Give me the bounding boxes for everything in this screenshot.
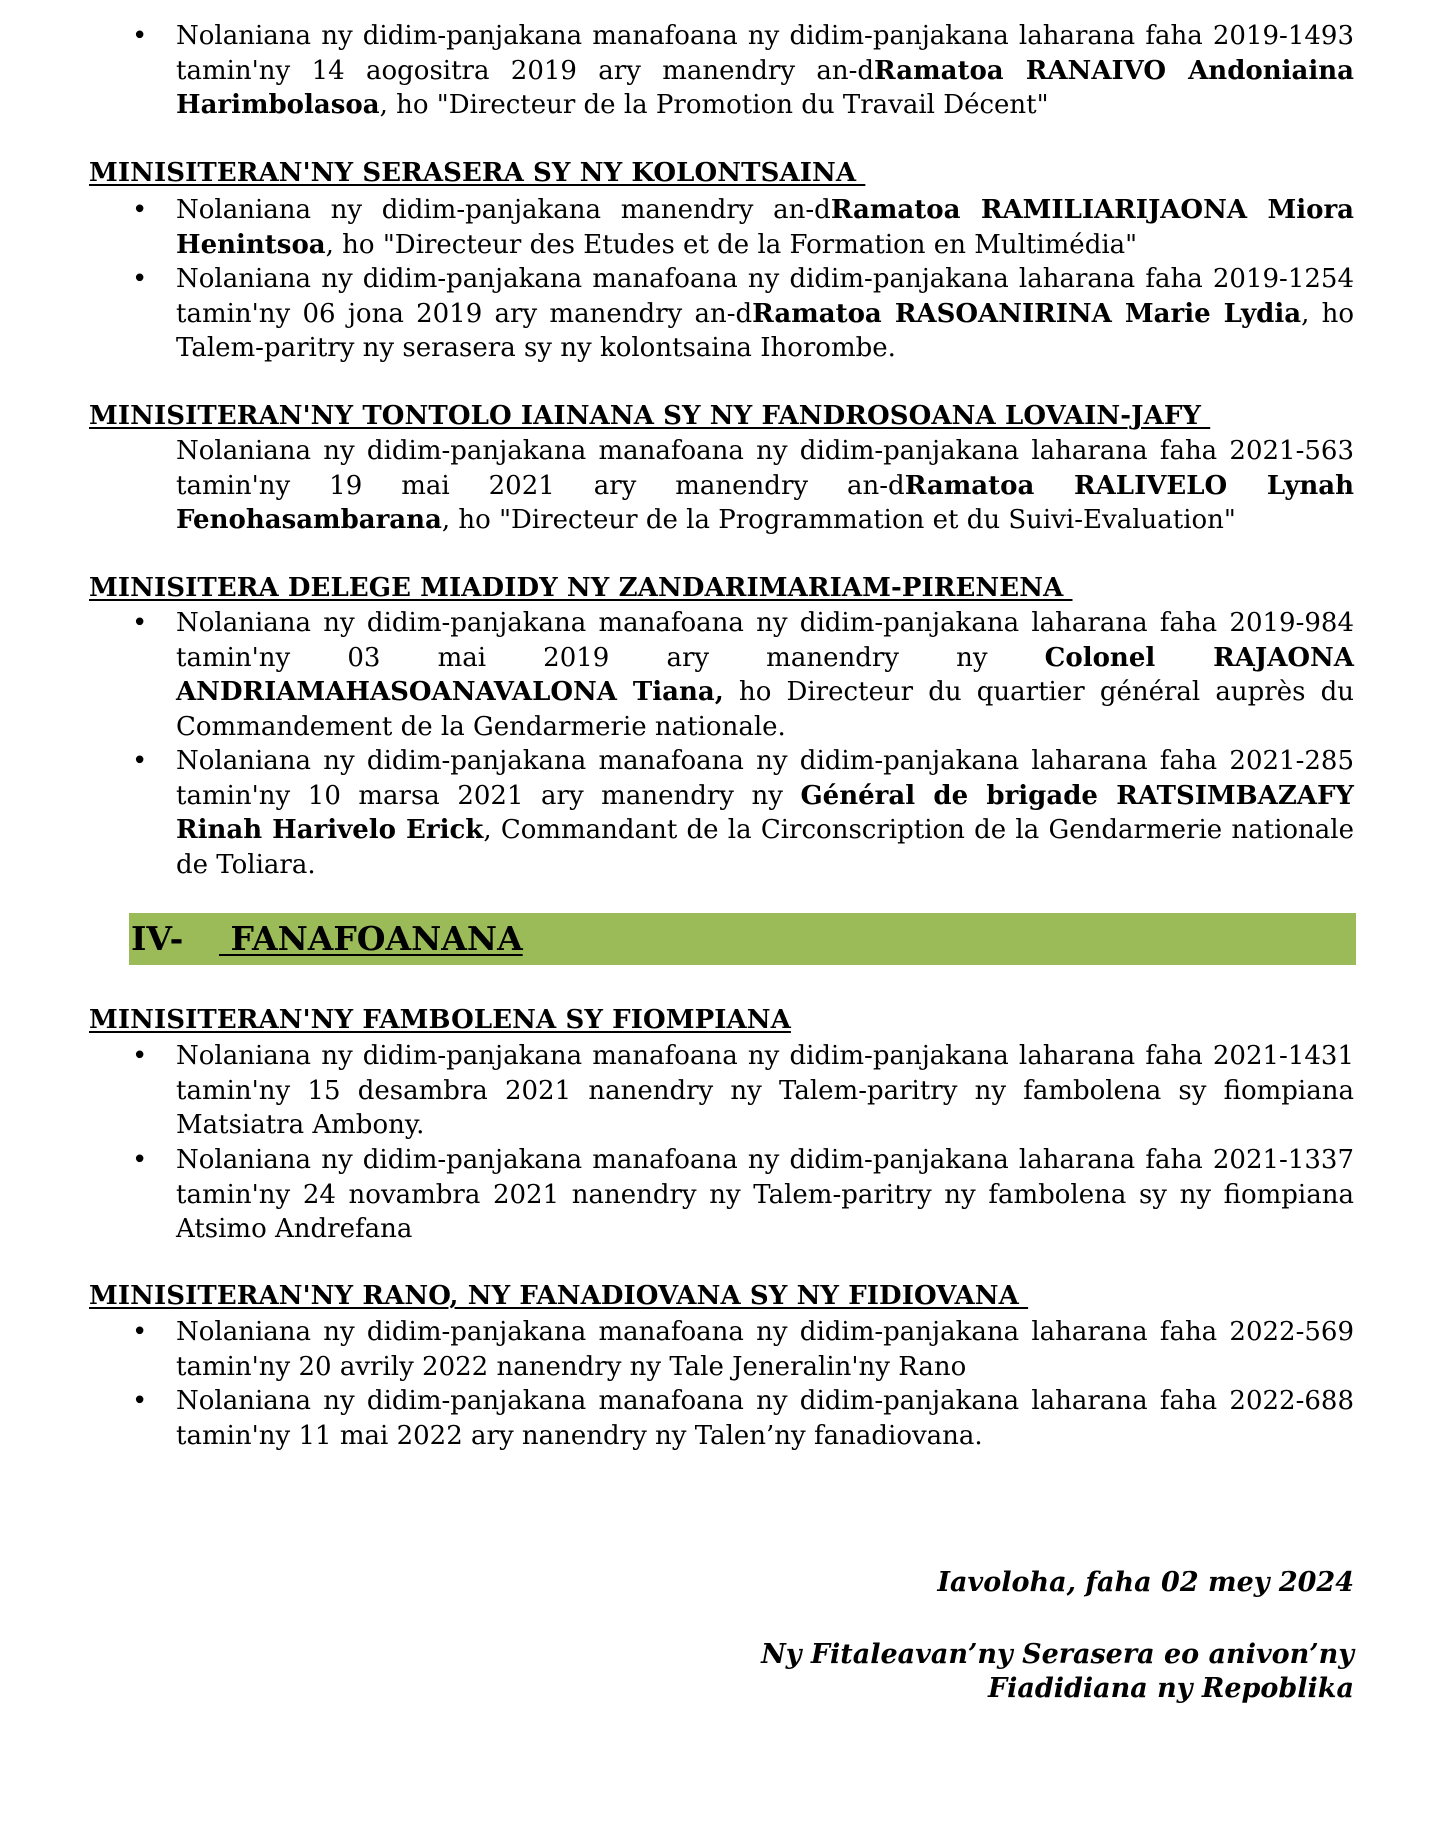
item-name: Ramatoa RANAIVO Andoniaina Harimbolasoa bbox=[176, 55, 1354, 120]
item-text: Nolaniana ny didim-panjakana manafoana ny didim-panjakana laharana faha 2019-1254 tamin'ny 06 jona 2019 ary manendry an-d bbox=[176, 264, 1354, 329]
section-heading: MINISITERAN'NY RANO, NY FANADIOVANA SY NY FIDIOVANA bbox=[89, 1281, 1029, 1311]
item-text: , ho "Directeur de la Programmation et du Suivi-Evaluation" bbox=[441, 505, 1236, 535]
list-item: • Nolaniana ny didim-panjakana manafoana ny didim-panjakana laharana faha 2022-688 tamin'ny 11 mai 2022 ary nanendry ny Talen’ny fanadiovana. bbox=[176, 1384, 1354, 1453]
signature-line-2: Fiadidiana ny Repoblika bbox=[987, 1673, 1354, 1704]
item-text: Nolaniana ny didim-panjakana manafoana ny didim-panjakana laharana faha 2019-984 tamin'ny 03 mai 2019 ary manendry ny bbox=[176, 608, 1354, 673]
item-text: ho Directeur du quartier général auprès du Commandement de la Gendarmerie nationale. bbox=[176, 677, 1354, 742]
list-item bbox=[176, 434, 1354, 538]
section-heading: MINISITERAN'NY SERASERA SY NY KOLONTSAINA bbox=[89, 158, 866, 188]
part-title: FANAFOANANA bbox=[219, 919, 523, 958]
item-text: Nolaniana ny didim-panjakana manafoana ny didim-panjakana laharana faha 2021-285 tamin'ny 10 marsa 2021 ary manendry ny bbox=[176, 746, 1354, 811]
place-date: Iavoloha, faha 02 mey 2024 bbox=[937, 1567, 1354, 1598]
list-item: • Nolaniana ny didim-panjakana manafoana ny didim-panjakana laharana faha 2021-1431 tamin'ny 15 desambra 2021 nanendry ny Talem-paritry ny fambolena sy fiompiana Matsiatra Ambony. bbox=[176, 1039, 1354, 1143]
section-heading: MINISITERAN'NY TONTOLO IAINANA SY NY FANDROSOANA LOVAIN-JAFY bbox=[89, 401, 1211, 431]
list-item bbox=[176, 744, 1354, 882]
signature-line-1: Ny Fitaleavan’ny Serasera eo anivon’ny bbox=[761, 1639, 1354, 1670]
list-item: • Nolaniana ny didim-panjakana manafoana ny didim-panjakana laharana faha 2022-569 tamin'ny 20 avrily 2022 nanendry ny Tale Jeneralin'ny Rano bbox=[176, 1315, 1354, 1384]
section-heading: MINISITERAN'NY FAMBOLENA SY FIOMPIANA bbox=[89, 1005, 791, 1035]
item-text: Nolaniana ny didim-panjakana manafoana ny didim-panjakana laharana faha 2019-1493 tamin'ny 14 aogositra 2019 ary manendry an-d bbox=[176, 21, 1354, 86]
list-item bbox=[176, 19, 1354, 123]
item-text: , ho Talem-paritry ny serasera sy ny kolontsaina Ihorombe. bbox=[176, 298, 1354, 363]
item-name: Ramatoa RASOANIRINA Marie Lydia bbox=[752, 298, 1302, 329]
part-number: IV- bbox=[131, 919, 184, 958]
item-name: Général de brigade RATSIMBAZAFY Rinah Harivelo Erick bbox=[176, 780, 1354, 845]
item-text: , Commandant de la Circonscription de la Gendarmerie nationale de Toliara. bbox=[176, 815, 1354, 880]
item-text: Nolaniana ny didim-panjakana manendry an-d bbox=[176, 195, 831, 225]
section-heading: MINISITERA DELEGE MIADIDY NY ZANDARIMARIAM-PIRENENA bbox=[89, 573, 1073, 603]
item-name: Colonel RAJAONA ANDRIAMAHASOANAVALONA Tiana, bbox=[176, 642, 1354, 707]
item-text: , ho "Directeur de la Promotion du Travail Décent" bbox=[379, 90, 1049, 120]
list-item bbox=[176, 262, 1354, 366]
item-name: Ramatoa RAMILIARIJAONA Miora Henintsoa bbox=[176, 195, 1354, 260]
list-item: • Nolaniana ny didim-panjakana manafoana ny didim-panjakana laharana faha 2021-1337 tamin'ny 24 novambra 2021 nanendry ny Talem-paritry ny fambolena sy ny fiompiana Atsimo Andrefana bbox=[176, 1143, 1354, 1247]
item-name: Ramatoa RALIVELO Lynah Fenohasambarana bbox=[176, 470, 1354, 535]
list-item bbox=[176, 193, 1354, 262]
list-item bbox=[176, 606, 1354, 744]
item-text: Nolaniana ny didim-panjakana manafoana ny didim-panjakana laharana faha 2021-563 tamin'ny 19 mai 2021 ary manendry an-d bbox=[176, 436, 1354, 501]
item-text: , ho "Directeur des Etudes et de la Formation en Multimédia" bbox=[325, 229, 1138, 260]
